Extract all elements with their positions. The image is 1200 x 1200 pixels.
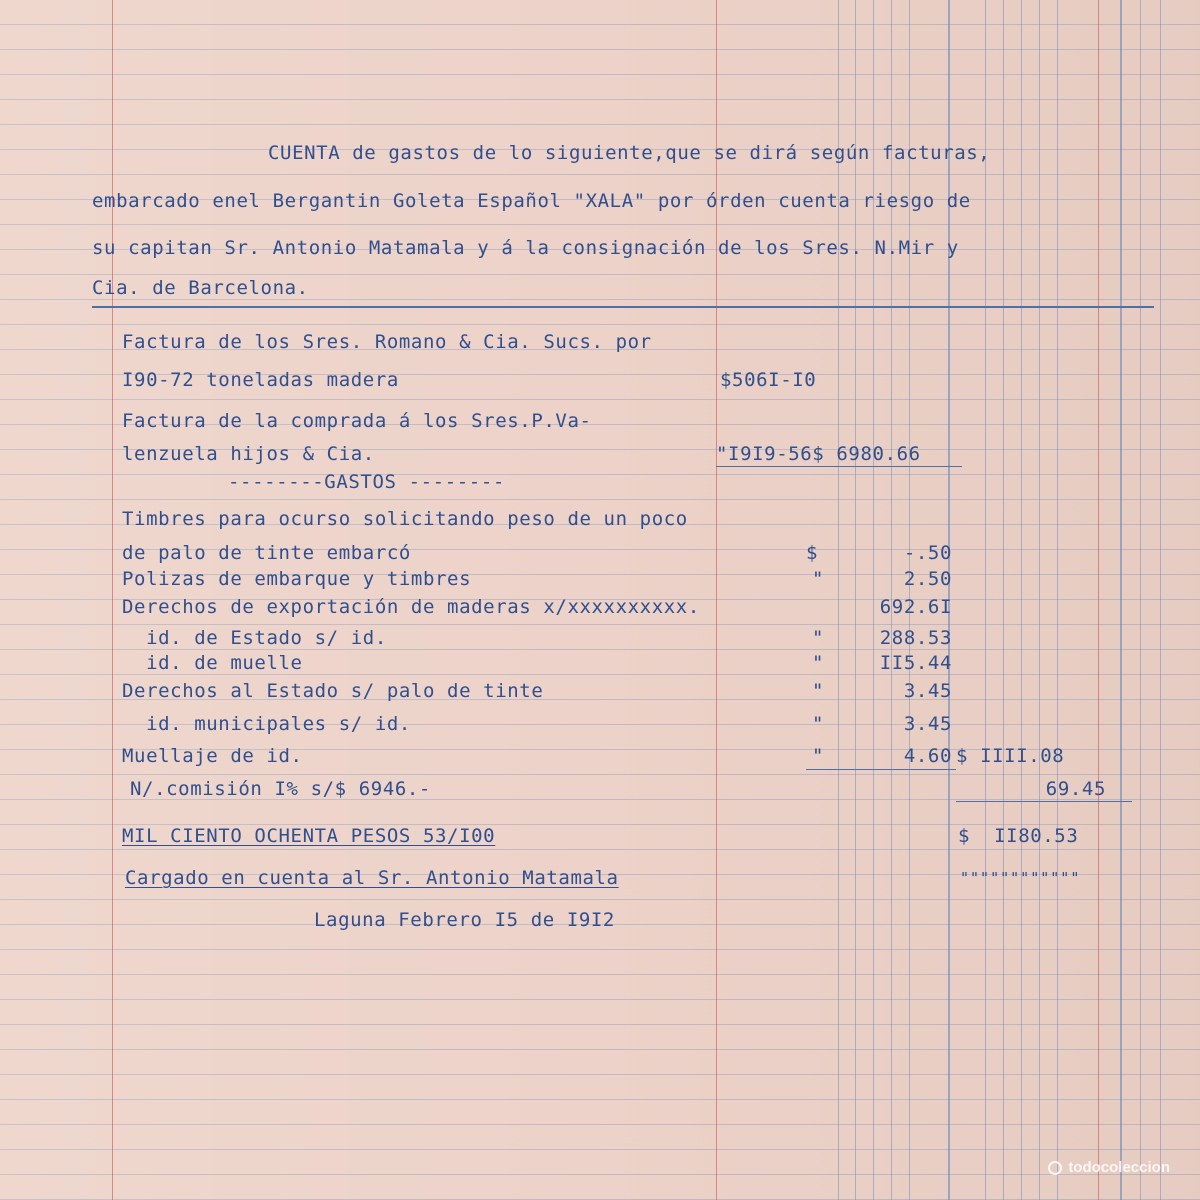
expense-line: Polizas de embarque y timbres: [122, 568, 472, 590]
expense-amount: II5.44: [879, 652, 952, 674]
expense-line: id. de Estado s/ id.: [122, 627, 387, 649]
invoice-line: Factura de la comprada á los Sres.P.Va-: [122, 410, 592, 432]
expense-line: Derechos al Estado s/ palo de tinte: [122, 680, 544, 702]
expense-amount: 3.45: [903, 713, 952, 735]
invoice-line: Factura de los Sres. Romano & Cia. Sucs. por: [122, 331, 652, 353]
watermark-text: todocoleccion: [1068, 1159, 1170, 1176]
commission-line: N/.comisión I% s/$ 6946.-: [130, 778, 431, 800]
ditto-marks: """""""""""": [960, 869, 1081, 887]
total-underline: [956, 801, 1132, 802]
column-line: [1039, 0, 1040, 1200]
total-in-words: MIL CIENTO OCHENTA PESOS 53/I00: [122, 825, 496, 847]
expense-amount: -.50: [903, 542, 952, 564]
expense-amount: 692.6I: [879, 596, 952, 618]
expense-mark: ": [812, 713, 825, 735]
expense-mark: ": [812, 745, 825, 767]
expense-mark: $: [806, 542, 819, 564]
watermark-logo: [1048, 1159, 1170, 1176]
column-line: [1160, 0, 1161, 1200]
expense-line: Muellaje de id.: [122, 745, 303, 767]
invoice-underline: [716, 466, 962, 467]
expense-amount: 4.60: [903, 745, 952, 767]
heading-line: embarcado enel Bergantin Goleta Español "XALA" por órden cuenta riesgo de: [92, 190, 971, 212]
subtotal-underline: [806, 769, 956, 770]
column-line: [985, 0, 986, 1200]
expense-line: de palo de tinte embarcó: [122, 542, 411, 564]
expense-mark: ": [812, 652, 825, 674]
grand-total: $ II80.53: [958, 825, 1079, 847]
expense-line: Derechos de exportación de maderas x/xxxxxxxxxx.: [122, 596, 700, 618]
expenses-total: $ IIII.08: [956, 745, 1065, 767]
column-line: [1120, 0, 1122, 1200]
expense-amount: 3.45: [903, 680, 952, 702]
expense-mark: ": [812, 680, 825, 702]
column-line: [1098, 0, 1099, 1200]
invoice-line: lenzuela hijos & Cia.: [122, 443, 375, 465]
expense-amount: 2.50: [903, 568, 952, 590]
invoice-amount: $506I-I0: [720, 369, 817, 391]
invoice-amount: "I9I9-56$ 6980.66: [716, 443, 921, 465]
charged-line: Cargado en cuenta al Sr. Antonio Matamala: [125, 867, 619, 889]
heading-line: CUENTA de gastos de lo siguiente,que se dirá según facturas,: [268, 142, 991, 164]
expense-line: id. municipales s/ id.: [122, 713, 411, 735]
gastos-header: --------GASTOS --------: [228, 471, 505, 493]
column-line: [1057, 0, 1058, 1200]
heading-line: Cia. de Barcelona.: [92, 277, 309, 299]
expense-line: id. de muelle: [122, 652, 303, 674]
expense-amount: 288.53: [879, 627, 952, 649]
expense-line: Timbres para ocurso solicitando peso de un poco: [122, 508, 688, 530]
margin-line: [112, 0, 113, 1200]
watermark-icon: [1048, 1161, 1062, 1175]
place-date: Laguna Febrero I5 de I9I2: [314, 909, 615, 931]
expense-mark: ": [812, 568, 825, 590]
expense-mark: ": [812, 627, 825, 649]
column-line: [1021, 0, 1022, 1200]
column-line: [716, 0, 717, 1200]
column-line: [1003, 0, 1004, 1200]
invoice-line: I90-72 toneladas madera: [122, 369, 399, 391]
commission-amount: 69.45: [1045, 778, 1106, 800]
column-line: [1140, 0, 1141, 1200]
heading-divider: [92, 306, 1154, 308]
heading-line: su capitan Sr. Antonio Matamala y á la consignación de los Sres. N.Mir y: [92, 237, 959, 259]
